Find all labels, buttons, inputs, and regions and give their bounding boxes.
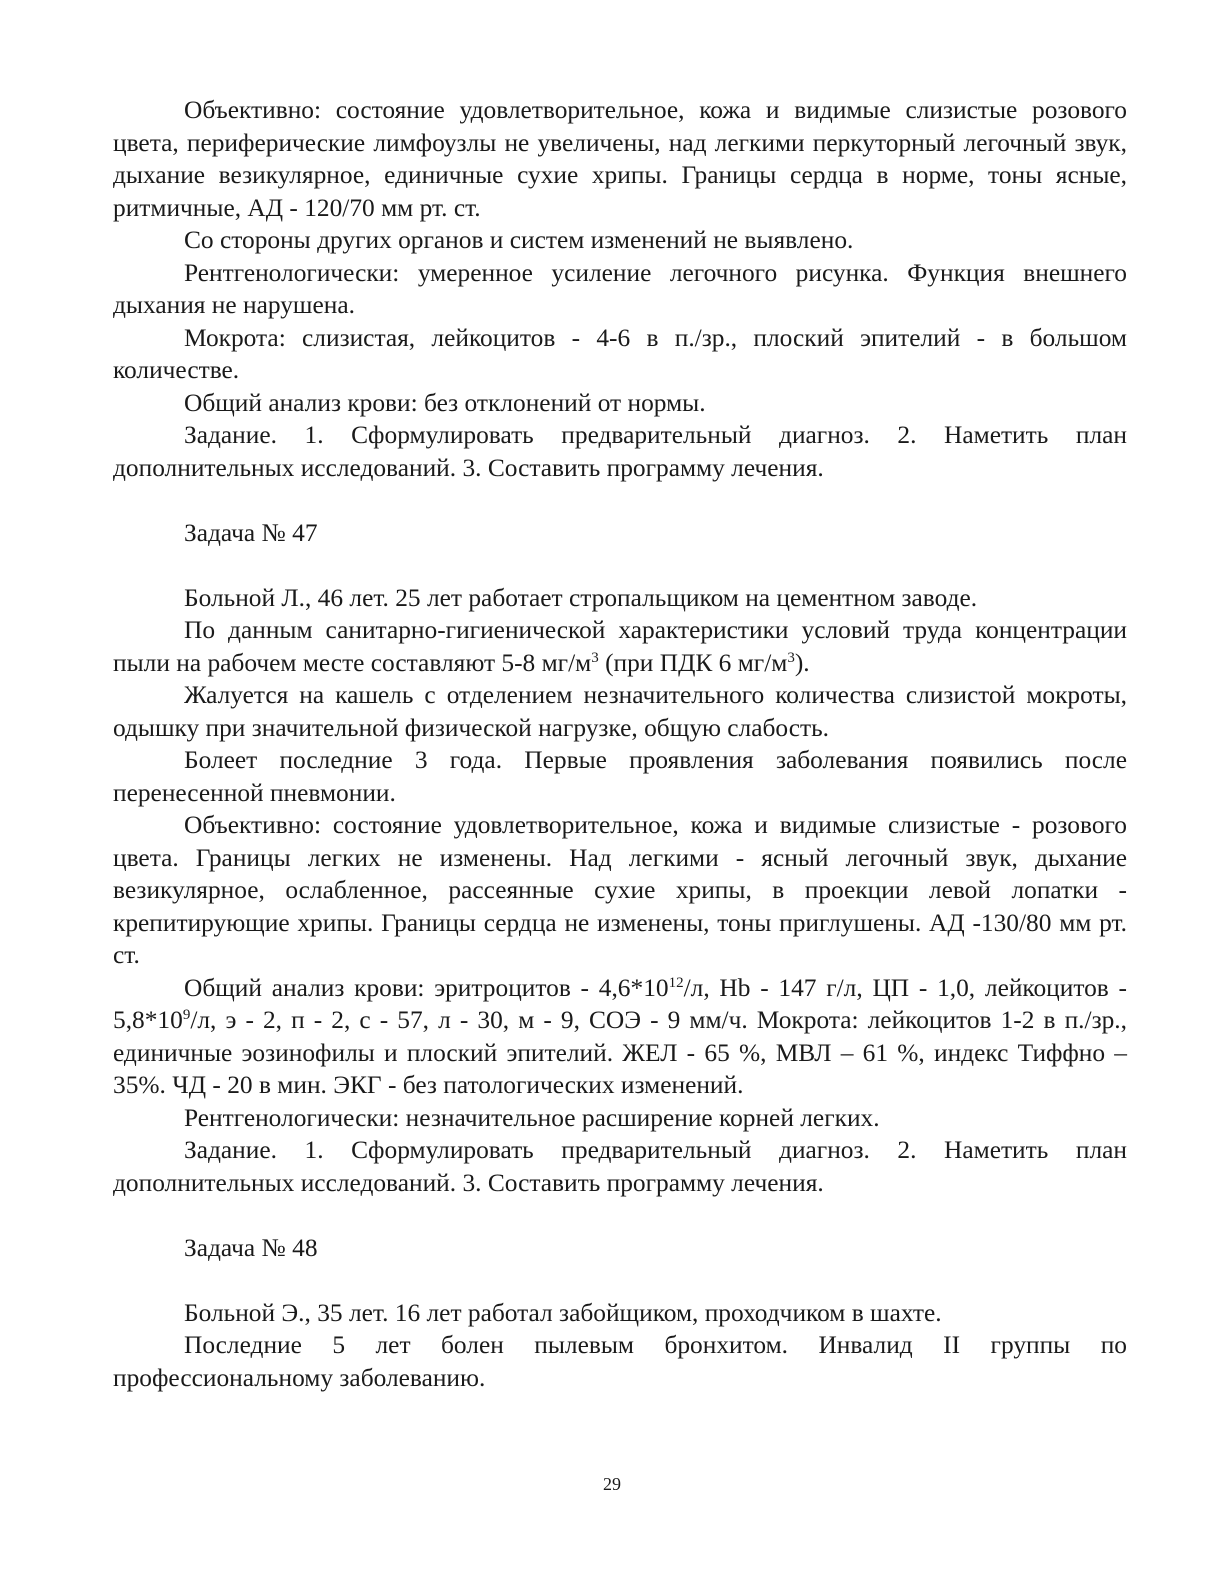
text-segment: (при ПДК 6 мг/м — [598, 648, 788, 677]
paragraph-blood-test: Общий анализ крови: без отклонений от нормы. — [184, 388, 706, 417]
superscript: 3 — [591, 649, 599, 666]
paragraph-objective: Объективно: состояние удовлетворительное, кожа и видимые слизистые розового цвета, периферические лимфоузлы не увеличены, над легкими перкуторный легочный звук, дыхание везикулярное, единичные сухие хрипы. Границы сердца в норме, тоны ясные, ритмичные, АД - 120/70 мм рт. ст. — [113, 96, 1127, 222]
paragraph-other-organs: Со стороны других органов и систем изменений не выявлено. — [184, 226, 854, 254]
text-segment: По данным санитарно-гигиенической характеристики условий труда концентрации пыли на рабочем месте составляют 5-8 мг/м — [113, 616, 1127, 677]
text-segment: /л, Hb - 147 г/л, ЦП - 1,0, лейкоцитов - 5,8*10 — [113, 973, 1127, 1034]
page-number: 29 — [603, 1474, 621, 1494]
superscript: 12 — [668, 974, 684, 991]
paragraph-patient-info: Больной Э., 35 лет. 16 лет работал забойщиком, проходчиком в шахте. — [184, 1298, 942, 1327]
paragraph-dust-concentration — [113, 614, 1127, 679]
superscript: 9 — [182, 1007, 191, 1023]
task-47-heading: Задача № 47 — [184, 518, 318, 547]
paragraph-sputum: Мокрота: слизистая, лейкоцитов - 4-6 в п./зр., плоский эпителий - в большом количестве. — [113, 323, 1127, 384]
paragraph-objective: Объективно: состояние удовлетворительное, кожа и видимые слизистые - розового цвета. Границы легких не изменены. Над легкими - ясный легочный звук, дыхание везикулярное, ослабленное, рассеянные сухие хрипы, в проекции левой лопатки - крепитирующие хрипы. Границы сердца не изменены, тоны приглушены. АД -130/80 мм рт. ст. — [113, 811, 1127, 969]
paragraph-disability: Последние 5 лет болен пылевым бронхитом. Инвалид II группы по профессиональному заболеванию. — [113, 1331, 1127, 1392]
paragraph-patient-info: Больной Л., 46 лет. 25 лет работает стропальщиком на цементном заводе. — [184, 583, 978, 612]
paragraph-complaints: Жалуется на кашель с отделением незначительного количества слизистой мокроты, одышку при значительной физической нагрузке, общую слабость. — [113, 681, 1127, 742]
paragraph-xray: Рентгенологически: незначительное расширение корней легких. — [184, 1103, 880, 1132]
document-page — [113, 94, 1127, 1394]
paragraph-blood-test — [113, 972, 1127, 1102]
superscript: 3 — [787, 649, 795, 666]
paragraph-xray: Рентгенологически: умеренное усиление легочного рисунка. Функция внешнего дыхания не нарушена. — [113, 258, 1127, 319]
task-48-heading: Задача № 48 — [184, 1233, 318, 1262]
text-segment: /л, э - 2, п - 2, с - 57, л - 30, м - 9, СОЭ - 9 мм/ч. Мокрота: лейкоцитов 1-2 в п./зр., единичные эозинофилы и плоский эпителий. ЖЕЛ - 65 %, МВЛ – 61 %, индекс Тиффно – 35%. ЧД - 20 в мин. ЭКГ - без патологических изменений. — [113, 1006, 1127, 1099]
paragraph-assignment: Задание. 1. Сформулировать предварительный диагноз. 2. Наметить план дополнительных исследований. 3. Составить программу лечения. — [113, 1136, 1127, 1197]
paragraph-assignment: Задание. 1. Сформулировать предварительный диагноз. 2. Наметить план дополнительных исследований. 3. Составить программу лечения. — [113, 421, 1127, 482]
text-segment: ). — [794, 648, 810, 677]
text-segment: Общий анализ крови: эритроцитов - 4,6*10 — [184, 973, 669, 1002]
paragraph-history: Болеет последние 3 года. Первые проявления заболевания появились после перенесенной пневмонии. — [113, 746, 1127, 807]
